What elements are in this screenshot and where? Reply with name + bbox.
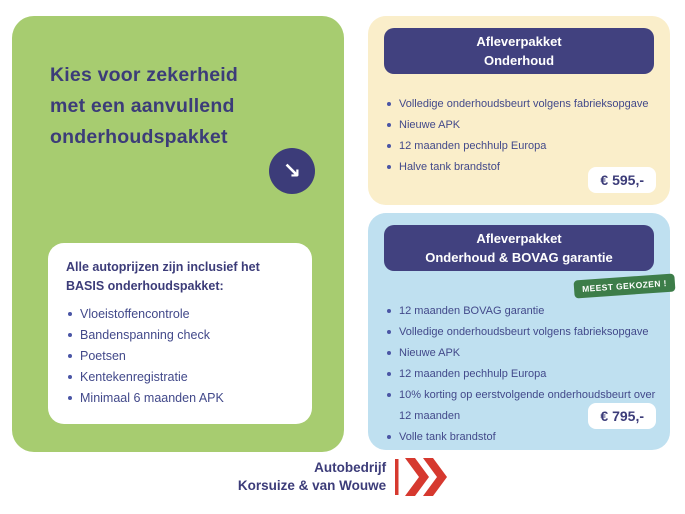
heading-line: onderhoudspakket bbox=[50, 126, 228, 148]
list-item: Volle tank brandstof bbox=[385, 427, 663, 448]
main-heading bbox=[50, 60, 238, 153]
list-item: Kentekenregistratie bbox=[66, 367, 294, 388]
list-item: Halve tank brandstof bbox=[385, 157, 663, 178]
heading-line: met een aanvullend bbox=[50, 95, 235, 117]
list-item: Nieuwe APK bbox=[385, 343, 663, 364]
footer-brand bbox=[0, 452, 685, 502]
list-item: 12 maanden pechhulp Europa bbox=[385, 136, 663, 157]
arrow-glyph: ↘ bbox=[282, 158, 302, 184]
list-item: 10% korting op eerstvolgende onderhoudsbeurt over 12 maanden bbox=[385, 385, 663, 427]
basis-intro-line: Alle autoprijzen zijn inclusief het bbox=[66, 260, 260, 274]
list-item: Volledige onderhoudsbeurt volgens fabrieksopgave bbox=[385, 322, 663, 343]
brand-name-line: Autobedrijf bbox=[314, 460, 387, 475]
price-badge: € 795,- bbox=[588, 403, 656, 429]
package-title-line: Onderhoud & BOVAG garantie bbox=[425, 250, 613, 265]
arrow-down-right-icon bbox=[269, 148, 315, 194]
package-title-line: Afleverpakket bbox=[476, 34, 562, 49]
list-item: Volledige onderhoudsbeurt volgens fabrieksopgave bbox=[385, 94, 663, 115]
package-card-onderhoud bbox=[368, 16, 670, 205]
list-item: Vloeistoffencontrole bbox=[66, 304, 294, 325]
most-chosen-badge: MEEST GEKOZEN ! bbox=[573, 274, 675, 299]
package-title-line: Onderhoud bbox=[483, 53, 555, 68]
brand-name-line: Korsuize & van Wouwe bbox=[237, 478, 387, 493]
package-title bbox=[384, 28, 654, 74]
package-items-list bbox=[385, 94, 663, 178]
basis-package-card bbox=[48, 243, 312, 424]
list-item: Poetsen bbox=[66, 346, 294, 367]
basis-items-list bbox=[66, 304, 294, 409]
list-item: 12 maanden BOVAG garantie bbox=[385, 301, 663, 322]
left-panel bbox=[12, 16, 344, 452]
list-item: Nieuwe APK bbox=[385, 115, 663, 136]
list-item: Minimaal 6 maanden APK bbox=[66, 388, 294, 409]
price-badge: € 595,- bbox=[588, 167, 656, 193]
heading-line: Kies voor zekerheid bbox=[50, 64, 239, 86]
list-item: 12 maanden pechhulp Europa bbox=[385, 364, 663, 385]
package-title bbox=[384, 225, 654, 271]
basis-intro-line: BASIS onderhoudspakket: bbox=[66, 278, 224, 293]
package-card-onderhoud-bovag bbox=[368, 213, 670, 450]
package-title-line: Afleverpakket bbox=[476, 231, 562, 246]
list-item: Bandenspanning check bbox=[66, 325, 294, 346]
brand-name bbox=[238, 459, 386, 495]
brand-chevrons-icon bbox=[395, 458, 447, 496]
basis-intro bbox=[66, 258, 294, 296]
